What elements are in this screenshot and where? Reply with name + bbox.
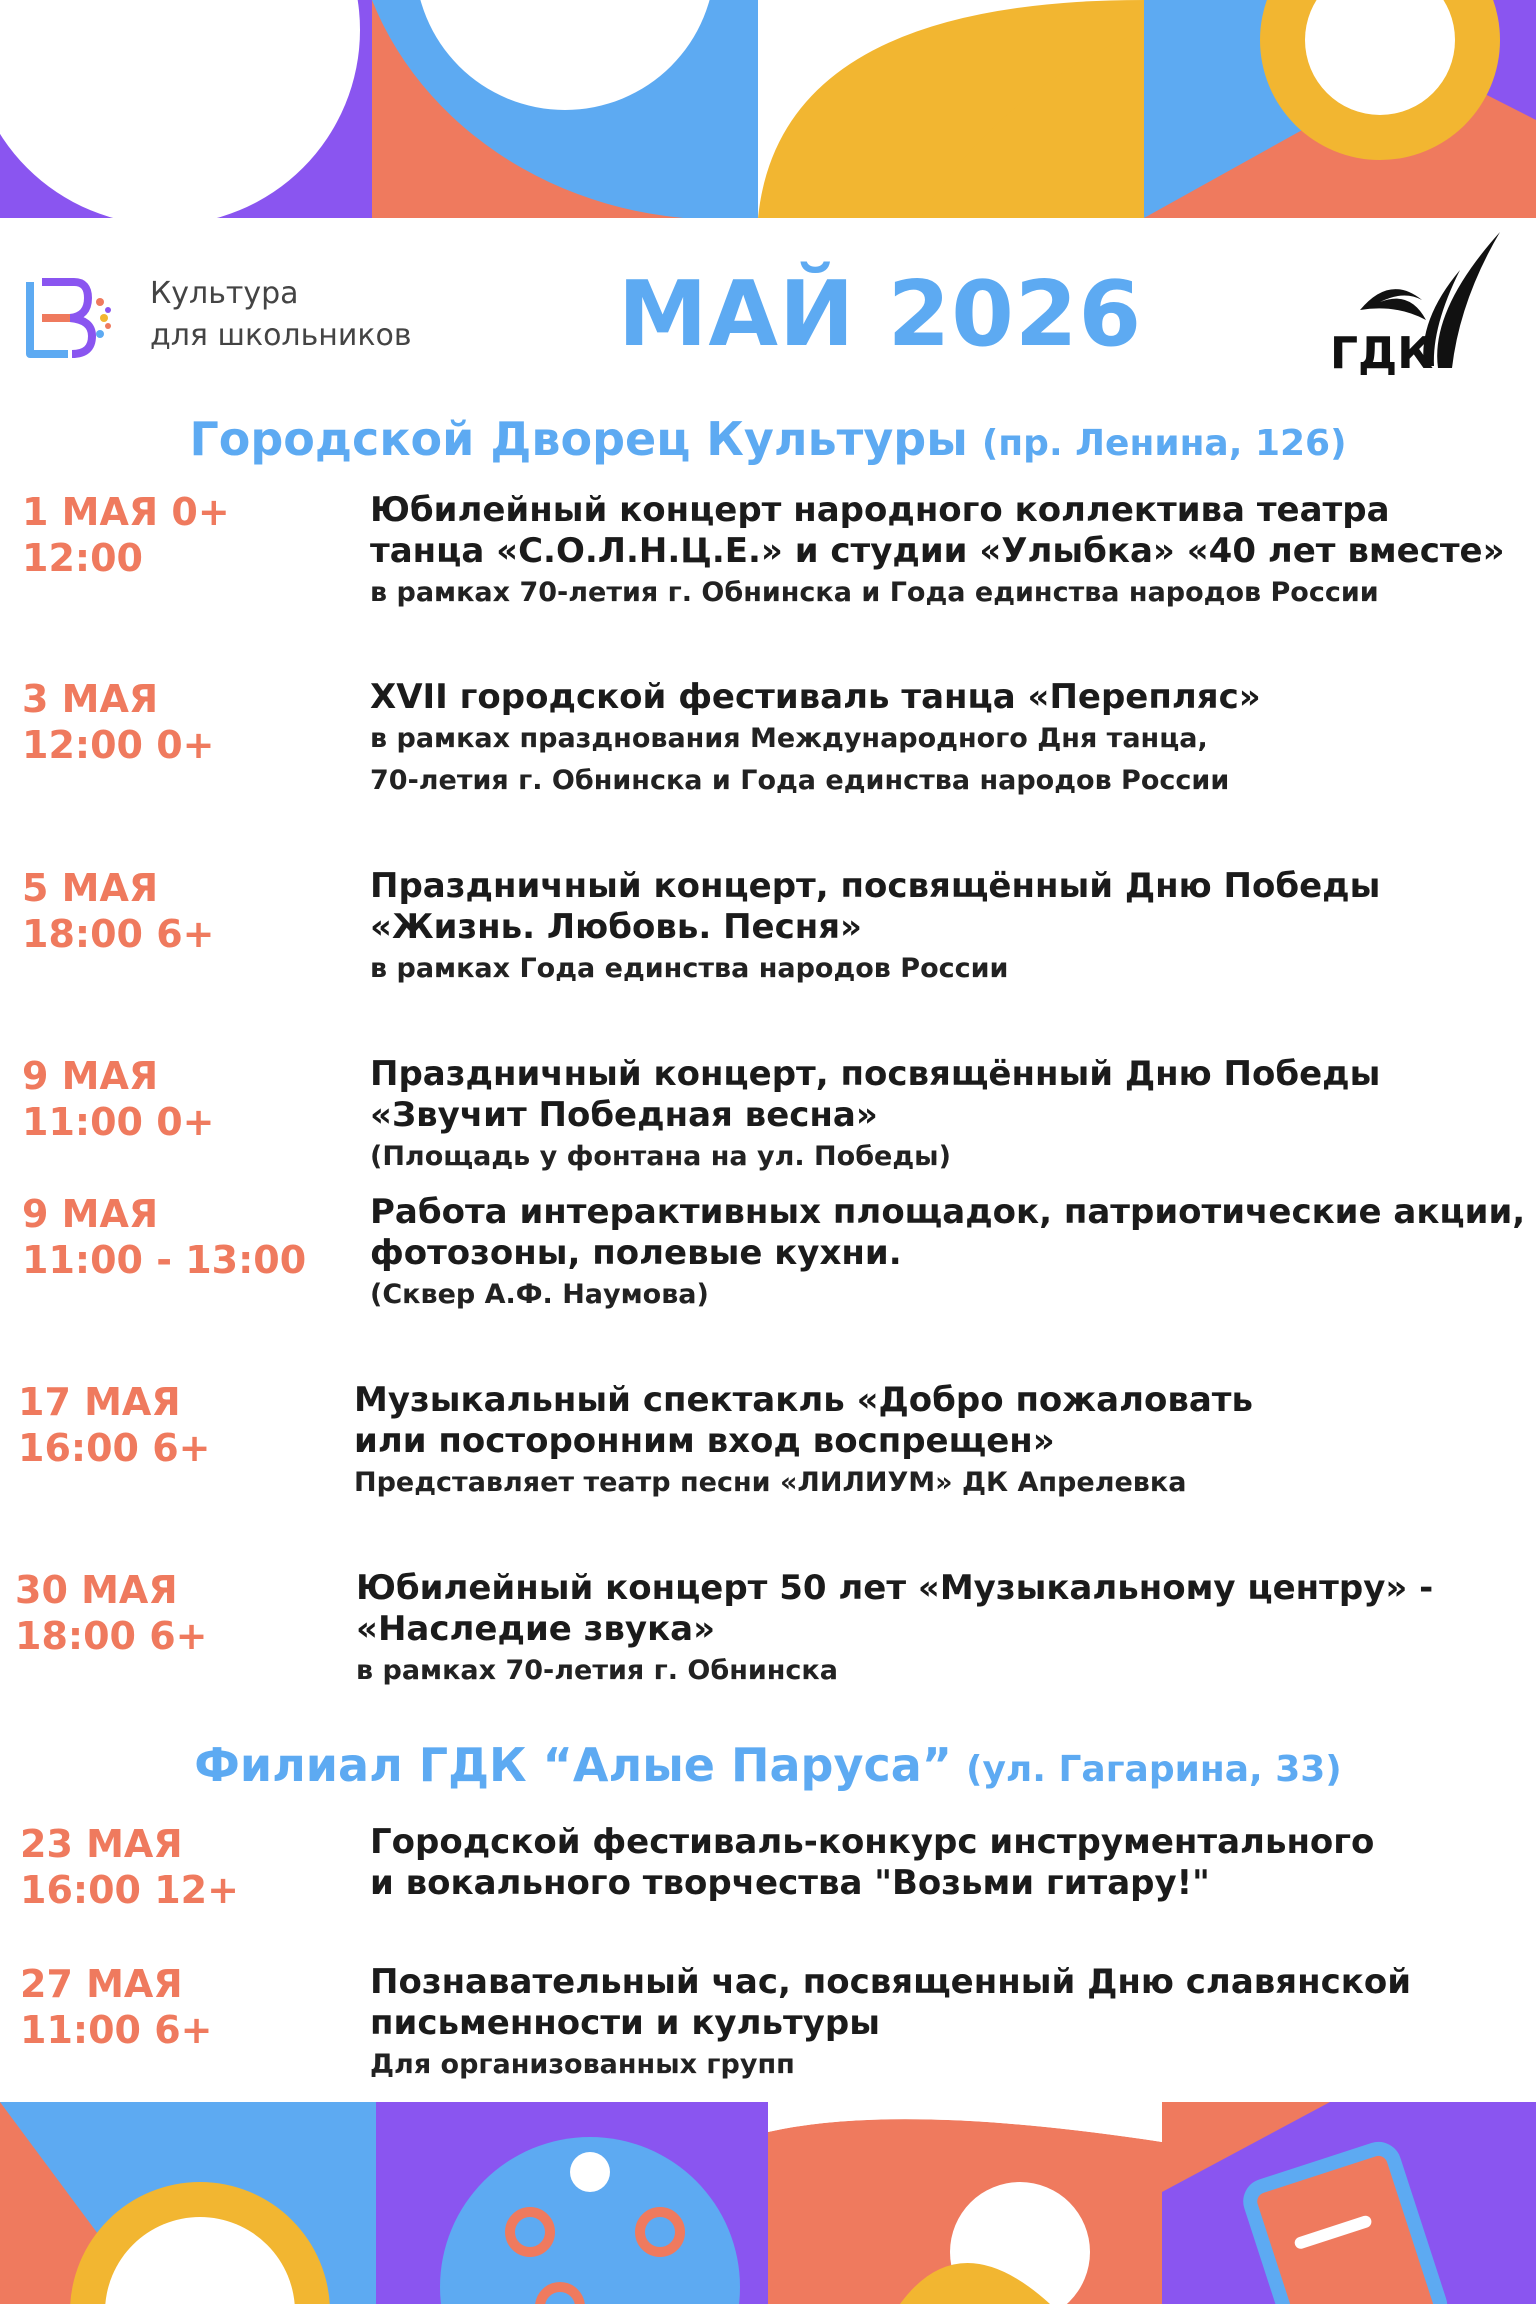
event-line: Познавательный час, посвященный Дню славянской	[370, 1962, 1412, 2002]
event-description	[370, 490, 1505, 614]
event-date: 9 МАЯ	[22, 1054, 159, 1098]
event-line: или посторонним вход воспрещен»	[354, 1421, 1055, 1461]
event-line: Праздничный концерт, посвящённый Дню Победы	[370, 866, 1381, 906]
event-description	[370, 677, 1261, 802]
event-line: Для организованных групп	[370, 2049, 795, 2080]
event-line: «Звучит Победная весна»	[370, 1095, 878, 1135]
logo-text-line2: для школьников	[150, 318, 412, 353]
event-line: в рамках 70-летия г. Обнинска и Года единства народов России	[370, 577, 1379, 608]
event-time: 18:00 6+	[22, 912, 215, 956]
venue-name: Городской Дворец Культуры	[189, 412, 968, 466]
venue-address: (пр. Ленина, 126)	[981, 423, 1347, 464]
gdk-logo	[1320, 230, 1510, 380]
event-date: 5 МАЯ	[22, 866, 159, 910]
event-description	[370, 1192, 1525, 1316]
event-time: 11:00 6+	[20, 2008, 213, 2052]
event-line: Музыкальный спектакль «Добро пожаловать	[354, 1380, 1253, 1420]
event-line: «Наследие звука»	[356, 1609, 716, 1649]
venue-heading-alye-parusa	[0, 1738, 1536, 1792]
event-line: в рамках празднования Международного Дня танца,	[370, 723, 1208, 754]
page-title: МАЙ 2026	[617, 262, 1143, 367]
event-date: 17 МАЯ	[18, 1380, 181, 1424]
event-line: письменности и культуры	[370, 2003, 880, 2043]
event-line: в рамках Года единства народов России	[370, 953, 1009, 984]
event-description	[370, 1054, 1380, 1178]
bottom-decorative-banner	[0, 2102, 1536, 2304]
event-line: танца «С.О.Л.Н.Ц.Е.» и студии «Улыбка» «40 лет вместе»	[370, 531, 1505, 571]
event-time: 12:00	[22, 536, 143, 580]
event-line: Работа интерактивных площадок, патриотические акции,	[370, 1192, 1526, 1232]
event-line: Городской фестиваль-конкурс инструментального	[370, 1822, 1375, 1862]
event-date: 1 МАЯ 0+	[22, 490, 230, 534]
event-line: «Жизнь. Любовь. Песня»	[370, 907, 863, 947]
event-time: 18:00 6+	[15, 1614, 208, 1658]
event-date: 3 МАЯ	[22, 677, 159, 721]
event-description	[370, 1822, 1374, 1904]
event-line: Юбилейный концерт 50 лет «Музыкальному центру» -	[356, 1568, 1434, 1608]
event-line: (Площадь у фонтана на ул. Победы)	[370, 1141, 951, 1172]
event-date: 9 МАЯ	[22, 1192, 159, 1236]
venue-name: Филиал ГДК “Алые Паруса”	[194, 1738, 952, 1792]
event-line: Представляет театр песни «ЛИЛИУМ» ДК Апрелевка	[354, 1467, 1187, 1498]
event-time: 11:00 0+	[22, 1100, 215, 1144]
event-line: XVII городской фестиваль танца «Перепляс»	[370, 677, 1261, 717]
event-time: 12:00 0+	[22, 723, 215, 767]
event-description	[370, 1962, 1411, 2086]
event-line: Юбилейный концерт народного коллектива театра	[370, 490, 1390, 530]
event-time: 11:00 - 13:00	[22, 1238, 307, 1282]
event-description	[370, 866, 1380, 990]
logo-text-line1: Культура	[150, 276, 299, 311]
event-date: 30 МАЯ	[15, 1568, 178, 1612]
event-date: 27 МАЯ	[20, 1962, 183, 2006]
event-description	[354, 1380, 1253, 1504]
culture-logo-icon	[22, 272, 112, 362]
event-line: Праздничный концерт, посвящённый Дню Победы	[370, 1054, 1381, 1094]
event-time: 16:00 6+	[18, 1426, 211, 1470]
event-line: (Сквер А.Ф. Наумова)	[370, 1279, 709, 1310]
event-line: фотозоны, полевые кухни.	[370, 1233, 902, 1273]
top-decorative-banner	[0, 0, 1536, 218]
event-description	[356, 1568, 1433, 1692]
event-time: 16:00 12+	[20, 1868, 239, 1912]
venue-address: (ул. Гагарина, 33)	[966, 1749, 1342, 1790]
event-line: в рамках 70-летия г. Обнинска	[356, 1655, 838, 1686]
event-line: 70-летия г. Обнинска и Года единства народов России	[370, 765, 1230, 796]
event-date: 23 МАЯ	[20, 1822, 183, 1866]
culture-for-schoolchildren-logo	[22, 272, 442, 362]
venue-heading-gdk	[0, 412, 1536, 466]
gdk-logo-text: ГДК	[1330, 328, 1434, 379]
event-line: и вокального творчества "Возьми гитару!"	[370, 1863, 1210, 1903]
